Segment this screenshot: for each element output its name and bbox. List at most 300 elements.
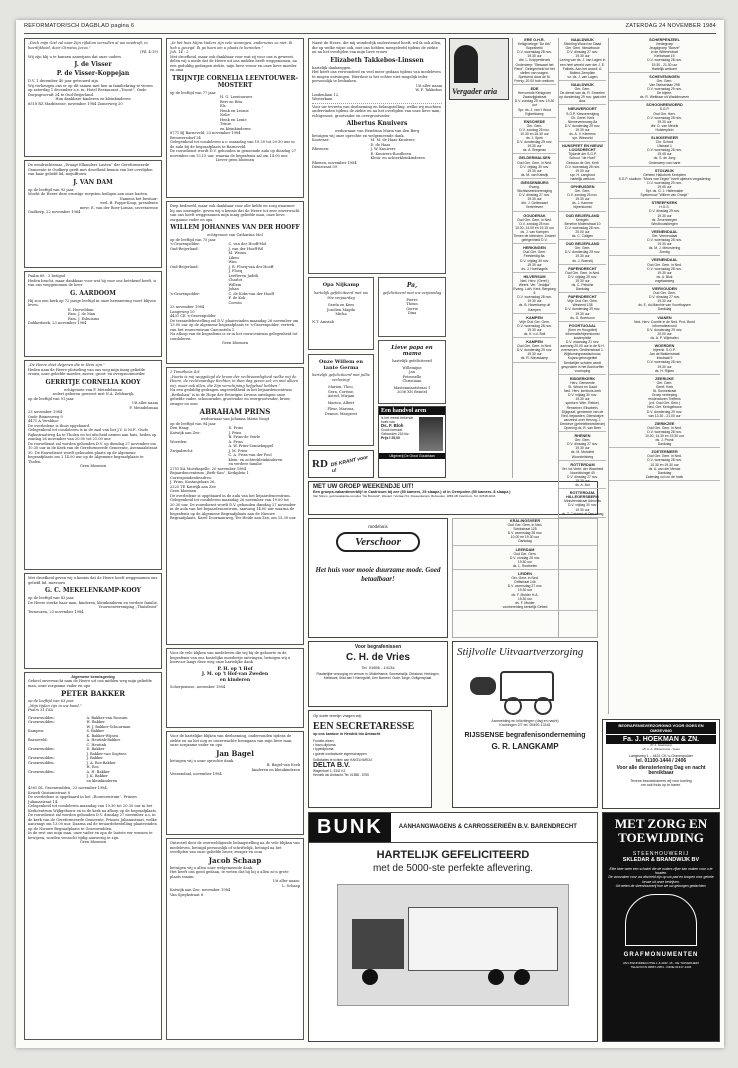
family-place: Kootensr:: [312, 138, 330, 142]
congrats-pa: [378, 277, 446, 337]
ad-hoekman: [602, 719, 720, 809]
family-place: Groenwudden:: [28, 769, 55, 774]
service-details: (Kern en Hoogvliet) Informatie/bijeenkomst kosterpleite D.V. maandag 21 nov. aanvang 20.00 uur in de N.H. evenveven. Gedirenstraat 1. Wijkkoningsraadschouw, Kujara geheugetitel Denkelijke scholen wordt gesproken in het Bonhoeffer voorloping: [560, 327, 605, 373]
place: N.T. Amstab: [312, 319, 334, 324]
church-service-item: [559, 83, 606, 105]
ad-sub: op ons kantoor in Hendrik Ido Ambacht: [313, 732, 381, 736]
ad-shop: Uitgeverij De Groot Goudriaan: [379, 453, 445, 459]
funeral-details: Gelegenheid tot condoleren a.s. maandag van 19.30 tot 20.30 uur in de aula bij de begraafplaats te Barneveld. De rouwdienst wordt D.V. gehouden in genoemde aula op dinsdag 27 november om 13.15 uur, waarna de begrafenis zal om 14.00 uur.: [170, 140, 297, 158]
service-details: Oud Ger. Gem. in Ned. D.V. woensdag 28 nov. 10.30 en 19.30 uur ds. A. van der Merwe Dankdag Zaterdag vol ovr de hoek: [645, 454, 684, 479]
service-details: Oud Ger. Gem. in Ned. D.V. zondag 25 nov. 10.00, 14.00 en 19.15 uur ds. J. van Kampen Tienen de kleinsten. Zoweel gelegenheid D.V.: [513, 217, 556, 243]
family: E. Hoeveldam Fam. J. de Man Fam. J. Eshuismo: [68, 307, 100, 321]
quote: 2 Timotheüs 4:8 „Voorts is mij weggelegd de kroon der rechtvaardigheid welke mij de Heere, de rechtvaardige Rechter, in dien dag geven zal; en niet alleen mij, maar ook allen, die Zijn verschijning liefgehad hebben.”: [170, 370, 298, 388]
church-service-item: [559, 144, 606, 183]
spouse: echtgenoot van Catharina Mol: [207, 233, 263, 237]
deceased-name: WILLEM JOHANNES VAN DER HOOFF: [170, 224, 300, 231]
service-details: Ger. Gem. Geref. Kerk St. Sonnestraat Groep verbeping moderatoren Treffens (v.d. Oud Ger. Gem.) Ned. Ger. Kerkgebouw D.V. donderdag 29 nov. van 13.30 - 21.00 uur: [646, 380, 683, 418]
ad-modehuis-verschoor: [308, 518, 448, 638]
service-details: Ger. Gem. D.V. zondag 25 nov. 10.30 en 16.30 uur ds. J. Spek D.V. donderdag 29 nov. 19.30 uur ds. A. Bregman: [516, 123, 553, 153]
church-service-item: [513, 156, 556, 178]
deceased-name: Jacob Schaap: [208, 855, 262, 865]
ad-bunk: [308, 812, 598, 1042]
thanks-bagel: [166, 731, 304, 835]
service-place: SCHEVENINGEN: [649, 74, 680, 79]
church-service-item: [609, 422, 720, 449]
service-place: OUD BEIJERLAND: [565, 213, 600, 218]
family-place: Barneveld:: [28, 738, 48, 743]
service-details: S.G.P. Kiesvereniging Cfr. Geref. Kerk Niemeverenweg 8a D.V. donderdag 29 nov. 19.30 uur ds. A. V. Kiemens spr. Wiesveld: [564, 111, 601, 141]
service-place: ROTTERDAM-HILLEGERSBERG: [566, 491, 599, 500]
address: 23 november 1984 Oude Binnenweg 9 4471 A Yerskhoe: [28, 410, 63, 423]
family-row: [28, 779, 158, 784]
title: Lieve papa en mama: [391, 345, 433, 357]
spouse: echtgenote van F. Meindelsmaa sedert geboren geweest met N.A. Zeldenrijk: [52, 387, 134, 396]
no-flowers: Geen bloemen: [79, 464, 107, 468]
funeral-details: De teraardebestelling zal D.V. plaatsvinden maandag 26 november om 13.00 uur op de algemene begraafplaats te 's-Gravenpolder, vertrek van het rouwcentrum Caeonsteln 1. Na afloop van de begrafenis is er in het rouwcentrum gelegenheid tot condoleren.: [170, 318, 299, 341]
family-names: M. M. de Haas-Knuivers D. de Haas: [370, 138, 415, 147]
service-place: VEENENDAAL: [651, 229, 678, 234]
service-place: NAALDWIJK: [571, 38, 594, 42]
body-1: D.V. 1 december 40 jaar getrouwd zijn.: [28, 79, 100, 83]
service-place: NUNSPEET EN NIEUW LOOSDRECHT: [562, 144, 603, 153]
announcement-leentouwer: [166, 38, 304, 198]
ad-address: Van Stirum, gezinsvakantie-complex "De Bosrand", Westert / Verlaan 54, Dossenkamps. Behouden. 1884 AB Castricum. Tel. 02518-4044: [313, 493, 496, 498]
announcement-devisser: [24, 38, 162, 157]
family-names: J. van der Hooff-Bil M. Weens Liken Wim: [228, 246, 263, 264]
no-flowers: Geen bloemen: [79, 840, 107, 845]
truck-image: [337, 884, 569, 1006]
ad-handvol-aren: [378, 406, 446, 478]
ad-author: Ds. F. Bloh: [381, 423, 404, 428]
church-service-item: [609, 201, 720, 228]
no-flowers: Liever geen bloemen: [215, 158, 255, 162]
family-row: [170, 449, 300, 467]
service-details: Hervormde Kerkgroen Zwanzijgkstraat D.V. zondag 25 nov. 19.30 uur Spr. ds. J. van 't Wout Egbertkamp: [514, 91, 555, 116]
thanks-schaap: [166, 838, 304, 1040]
address: VAN ZWIJNDRECHTSE 1 & ADR. 16 - DE 'NIJVERHEID' TELEFOON 06867-2954 - INDIE 01317-1446: [622, 961, 700, 969]
church-service-item: [453, 548, 597, 570]
congrats-opa: [308, 277, 374, 350]
service-details: Oud Ger. Gem. D.V. dinsdag 27 nov. 19.30 uur ds. E. du Marchie van Voorthuysen Dankdag: [638, 291, 691, 312]
family-place: Groenwudden:: [28, 756, 55, 761]
age: op de leeftijd van 91 jaar.: [28, 396, 75, 401]
signatures: B. Bagel-van Eeek kinderen en kleinkinderen: [251, 763, 300, 772]
family-names: D. Bakker: [86, 747, 105, 752]
funeral-details: De overledene is thuis opgebaard. Gelegenheid tot condoleren is in de zaal van het J.V. & M.F., Oude Rijksstraatweg 4a te Tholen en tot afscheid nemen aan huis, heden op zondag 26 november van 20.00 tot 21.00 uur. De rouwdienst zal worden gehouden D.V. op dinsdag 27 november om 10.30 uur in de Kerk van de Gereformeerde Gemeente, Avennaalstraat 30. De Rouwdienst wordt gehouden plaats op de algemene begraafplaats om 2 14.00 uur op de Algemene begraafplaats te Tholen.: [28, 423, 158, 464]
signatures-1: Marion, Theo, Gera, Corrine, Astrid, Mirjam: [327, 385, 355, 398]
rd-slogan: DE KRANT voor u!: [330, 454, 369, 475]
phone: tel. 01100-1444 / 2406: [635, 757, 687, 764]
family-names: A. Prins A. W. Prins-Sonnekuppel: [228, 439, 274, 448]
service-place: VIANEN: [657, 315, 672, 320]
signatures: Pierre Theun Gerrie Dina: [406, 297, 418, 315]
ad-devries: [308, 641, 448, 707]
family-list: [28, 716, 158, 784]
service-place: EDE: [530, 87, 539, 92]
church-service-item: [513, 120, 556, 155]
body-2: Hij zou een kerk op 72 jarige leeftijd in onze herinnering voort blijven leven.: [28, 298, 156, 307]
service-place: WOERDEN: [654, 344, 675, 349]
service-place: HERKINGEN: [523, 246, 546, 251]
service-details: Vredegroep Jeugdgroep "Boeze" in de Witterenboel Kerkstraat 19 D.V. woensdag 28 nov. 19.30 - 21.30 uur Hartelijk welkom!: [647, 42, 682, 71]
family-names: A. Bakker-van Rossum: [86, 715, 128, 720]
section-head: Algemene kennisgeving: [71, 675, 115, 679]
family-place: Oud-Beijerland:: [170, 264, 199, 269]
body-2: hartelijk dankzeggen. Het heeft ons verwonderd en veel meer gedaan tijdens van medeleven te mogen ontvangen. Hierdoor is het echter niet mogelijk ieder persoonlijk te bedanken.: [312, 65, 441, 83]
slogan-2: Tevens bezoekkamers wij voor koeling om ook thuis op te baren.: [630, 778, 692, 788]
announcement-vandam: [24, 160, 162, 268]
family-names: J. M. Prins C. A. Prins-van der Pool klein- en achterkleinkinderen en verdere familie: [228, 448, 283, 466]
ad-head: Op korte termijn vragen wij:: [313, 713, 362, 718]
church-service-item: [559, 242, 606, 264]
deceased-name: J. VAN DAM: [73, 178, 113, 186]
ad-footer: Sollicitaties te richten aan HAKELHARDIJ: [313, 757, 372, 762]
service-details: Ministrentstraat Adrichtis D.V. vrijdag 30 nov. 19.30 uur ds. T. Cabaret uit Den Haag: [561, 499, 604, 516]
deceased-name: ABRAHAM PRINS: [199, 407, 271, 416]
family-names: C. Heutink: [86, 742, 107, 747]
firm-name: C. H. de Vries: [346, 652, 410, 663]
family-names: J. K. Bakker: [86, 774, 108, 779]
phone: Tel. 01656 - 14134: [361, 665, 395, 670]
spouse: weduwnaar van Johanna Maria Voogt: [200, 417, 270, 421]
deceased-name: Elizabeth Takkebos-Linssen: [330, 56, 424, 64]
body: hartelijk gefeliciteerd: [392, 359, 432, 363]
body-2: betuigen wij u onze oprechte dank.: [170, 758, 235, 763]
church-service-item: [609, 287, 720, 314]
family: H. G. Leentouwer Bert en Rita Els Henk en Leonie Nelie Henk en Lenie Trinie en kleinkinderen: [220, 95, 253, 131]
service-place: PAPENDRECHT: [568, 266, 597, 271]
quote: „In het huis Mijns Vaders zijn vele woningen, anderszins zo niet. Ik heb u gezegd: Ik ga heen om u plaats te bereiden.” Joh. 14 : 2: [170, 41, 293, 54]
family-names: A. H. Bakker: [86, 769, 110, 774]
title: Onze Willem en tante Germa: [318, 359, 363, 371]
address: Wagenboel 1, 3341 KZ Hendrik Ido Ambacht. Tel. 01858 - 6755: [313, 768, 369, 777]
church-service-item: [559, 295, 606, 322]
service-details: Vrije Oud Ger. Gem. Westend 138 D.V. donderdag 29 nov. 19.30 uur ds. G. Boerkoon: [564, 299, 601, 320]
church-services-col5-cont: [452, 518, 598, 638]
ad-vergaderaria: [449, 38, 509, 100]
title: Pa,: [406, 282, 418, 289]
signature: Hun dankbare kinderen en kleinkinderen: [55, 97, 131, 101]
church-service-item: [609, 38, 720, 73]
ad-title: EEN SECRETARESSE: [313, 721, 415, 732]
brand: Vergader aria: [452, 87, 498, 96]
service-details: Evang. Stichtsewerkvereniging D.V. dinsdag 27 nov. 19.30 uur dhr. J. Gellewaart Verterleven: [517, 185, 552, 210]
family-place: Zwijndrecht:: [170, 448, 194, 453]
service-details: bijeenk. S.G.P. Jan de Bakkerstraat Irisstraat 9 D.V. woensdag 28 nov. 19.30 uur ds. H. Rijken: [647, 348, 682, 373]
church-service-item: [453, 519, 597, 546]
ad-text: Een groeps-vakantieverblijf in Castricum bij zee (50 kamers, 25 slaapz.) of in Oerepolen (50 kamers. 8 slaapz.): [313, 490, 511, 494]
thanks-takkebos-knuivers: [308, 38, 446, 274]
church-service-item: [609, 316, 720, 343]
family-place: Den Haag:: [170, 426, 190, 430]
address: 4361 DL Groenwudden, 23 november 1984. Keizeli Onstantstraat 8: [28, 786, 108, 795]
service-details: Vrije Oud Ger. Gem. D.V. woensdag 28 nov. 19.30 uur ds. K. v.d. Bolt: [517, 319, 552, 336]
service-details: S.G.P. Oud Ger. Herv. D.V. woensdag 28 nov. 19.30 uur dhr. D. van Meurik Huisterplein: [647, 107, 682, 132]
family-names: en kleinkinderen: [86, 778, 118, 783]
quote: „De Heere doet degenen die in Hem zijn.”: [28, 363, 105, 367]
address-2: Rhenen, november 1984 Dienstraat 59: [312, 160, 357, 169]
family-place: 's-Gravenpolder:: [170, 291, 201, 296]
service-details: Oud Ger. Gem. in Ned. Schikstraat 125 D.V. woensdag 28 nov. 10.00 en 19.30 uur Dankdag: [507, 523, 543, 544]
church-service-item: [559, 324, 606, 375]
service-place: ZIERIKZEE: [654, 421, 675, 426]
service-details: Ger. Gem. in Ned. Driftstraat 14b D.V. woensdag 27 nov. 19.30 uur ds. F. Mulder H.A. 15.30 uur ds. F. Mulder voorbereiding kerkelijk Gebed: [502, 576, 548, 609]
ad-head: modehuis: [368, 525, 388, 530]
announcement-kooy: [24, 360, 162, 570]
family-names: J. Bakker-van Sogtens: [86, 751, 127, 756]
name-1: J. de Visser: [74, 61, 112, 68]
church-service-item: [559, 491, 606, 518]
quote: „Doch mijn God zal naar Zijn rijkdom vervullen al uw noodruft, in heerlijkheid, door Christus Jezus.”: [28, 41, 148, 50]
requirements: Functie-eisen: • havo-diploma • typediploma • goede contactuele eigenschappen: [313, 739, 367, 756]
body: hartelijk gefeliciteerd met uw 90e verjaardag: [313, 291, 369, 300]
service-place: ERE O.H.R.: [524, 38, 545, 42]
ad-secretaresse: [308, 710, 432, 808]
service-details: Oud Ger. Gem. Feesterdig 8a. D.V. vrijdag 30 nov. 19.30 uur ds. J. Hoefnagels: [519, 250, 550, 271]
newspaper-page: [16, 20, 724, 1048]
family-list: [170, 426, 300, 467]
church-service-item: [559, 38, 606, 81]
church-service-item: [609, 136, 720, 167]
service-place: SLIKKERVEER: [651, 135, 678, 140]
body-1: Naast de Heere, die mij wonderlijk ondersteund heeft, wil ik ook allen, die op welke wijze ook, met ons hebben meegeleefd tijdens de ziekte en na het overlijden van mijn lieve vrouw: [312, 41, 442, 54]
service-details: Stichting Woord en Daad Ger. Gem. Nieuwbouw D.V. dinsdag 27 nov. 19.30 uur Lezing van ds. J. van Lagen in een heel wereld over der J. E. Faibels. Aan het woord: A. Balleur-Zemplien vz: ds. J. van Lagen: [559, 42, 606, 79]
service-place: RIDDERKERK: [569, 376, 596, 381]
body-1: Met droefheid geven wij u kennis dat de Heere heeft weggenomen ons geliefd lid, mevrouw: [28, 576, 158, 585]
thanks-ophof: [166, 648, 304, 728]
firm-sub: SKLEDAR & BRANDWIJK BV: [622, 857, 700, 863]
book-cover-image: [419, 417, 443, 451]
service-details: Ger. Gem. Van Taelserlaan 298 D.V. woensdag 29 nov. De bijeen. ds. R. Welthaar uit Waddinxveen: [639, 78, 690, 100]
deceased-name: TRIJNTJE CORNELIA LEENTOUWER-MOSTERT: [172, 74, 298, 89]
church-service-item: [513, 87, 556, 118]
family-list: [170, 242, 300, 305]
service-place: VIERVOUDEN: [651, 286, 678, 291]
body-1: Psalm 68 : 2 betigsd Heden bracht, maar dankbaar voor wat hij voor ons betekend heeft, is van ons weggenomen de heer: [28, 274, 157, 287]
ad-title: HARTELIJK GEFELICITEERD: [376, 849, 530, 861]
address: Langeweg 1 – 4431 CK 's-Gravenpolder: [628, 753, 694, 758]
family-names: J. Prins B. Prins-de Veirle: [228, 430, 261, 439]
service-place: ZOETERMEER: [651, 450, 678, 455]
header-right: ZATERDAG 24 NOVEMBER 1984: [625, 23, 716, 29]
body-2: op de leeftijd van 63 jaar. „Mijn tijden zijn in uw hand.” Psalm 31:16A: [28, 699, 82, 713]
church-service-item: [513, 181, 556, 212]
family-names: S. Bakker: [86, 729, 105, 734]
place-date: Scherpenisse, november 1984: [170, 685, 226, 689]
ad-price: Prijs f 25,00: [381, 436, 400, 440]
service-details: Kerkgeb. Benefon Molenstraat 10 D.V. woensdag 28 nov. 20.00 uur ds. C. Caligen: [564, 217, 601, 239]
family-names: K. Bakker-Wijnen: [86, 733, 119, 738]
body-2: betuigen wij u allen onze welgemeende dank. Het heeft ons goed gedaan, te weten dat hij bij u allen zo'n grote plaats innam.: [170, 865, 289, 879]
firm-sub: (P. J. Hoekman) v/h A. A. Wintermans - Goes: [642, 743, 680, 751]
signatures-3: Fleur, Marissa, Dennis, Margreet: [324, 407, 358, 416]
age: op de leeftijd van 75 jaar.: [170, 237, 217, 242]
church-service-item: [559, 377, 606, 432]
congrats-willem: [308, 354, 374, 446]
church-service-item: [513, 38, 556, 85]
body-4: betuigen wij onze oprechte en welgemeende dank.: [312, 133, 405, 138]
service-place: LEERDAM: [515, 547, 535, 552]
service-details: Oud Ger. Gem. in Ned. D.V. woensdag 28 nov. 19.30 uur ds. A. Blok vogelaarweg: [647, 262, 682, 283]
rd-logo: RD: [312, 458, 328, 470]
contact-info: Aanmelding en inlichtingen (dag en nacht) Kruiningen 2/7 tel. 05490-13181: [491, 719, 559, 728]
service-place: SCHERPENZEEL: [649, 38, 680, 42]
body-3: Voor uw tevreën van deelneming en belangstelling, welke wij mochten ondervinden tijdens de ziekte en na het overlijden van onze lieve man, echtgenoot, grootvader en overgrootvader: [312, 104, 441, 118]
grave-monument-image: [625, 894, 697, 946]
family-place: 's-Gravenpolder:: [170, 242, 201, 246]
vergaderaria-logo-image: [454, 45, 478, 83]
family-names: J. R. Floeq-van der Hooff J. Floeq Leefteren Judith Charlot Willem Johan: [228, 264, 274, 291]
church-service-item: [513, 214, 556, 245]
address: Mastenmaatstraat 1 2036 XN Beintel: [393, 385, 431, 394]
service-details: Tijdorde der S.G.P. School. "de Hoef" Gebouw de Oer. Kerk D.V. woensdag 28 nov. 19.30 uur spr. H. Langhout hartelijk welkom: [565, 152, 600, 181]
ad-title: MET ZORG EN TOEWIJDING: [614, 816, 708, 845]
church-services-col5: [512, 38, 556, 478]
hearse-carriage-image: [470, 665, 580, 713]
brand-logo: Verschoor: [336, 532, 420, 552]
body-1: De eendrachtsraas „Draagt Elkanders Lasten” der Gereformeerde Gemeente te Oudkerp geeft met droefheid kennis van het overlijden van haar geliefd lid, mejuffrouw: [28, 163, 153, 176]
family-names: C. de Koks-van der Hooff F. de Kok Corwin: [228, 291, 274, 305]
age: op de leeftijd van 94 jaar.: [170, 421, 217, 426]
place-date: Katwijk aan Zee, november 1984 Van Speykstraat 6: [170, 888, 231, 897]
church-service-item: [559, 185, 606, 212]
body-2: Wij verheugen ons er op dit samen met hen in familiekring te vieren op zaterdag 1 december a.s. in: Hotel Restaurant „Troost”, Oude Dorpsgrocraft 24 te Oud-Beijerland.: [28, 83, 153, 97]
family-row: [170, 440, 300, 449]
firm-name: STEENHOUWERIJ: [632, 851, 690, 857]
service-details: Ger. Gem. D.V. dinsdag 27 nov. 19.30 uur ds. M. Mondeel Woorzielsberg: [567, 438, 598, 459]
header-left: REFORMATORISCH DAGBLAD pagina 6: [24, 23, 135, 29]
owner-name: G. R. LANGKAMP: [491, 741, 559, 751]
service-details: Oud Ger. Gem. in Ned. D.V. vrijdag 29 nov. 19.30 uur ds. C. Pelsche Dankdag: [565, 270, 600, 292]
service-place: POORTUGAAL: [569, 323, 596, 328]
place-date: Dokkerbeek, 23 november 1984: [28, 321, 87, 325]
place-date: Oudkerp, 22 november 1984: [28, 210, 81, 214]
age: op de leeftijd van 77 jaar.: [170, 90, 217, 95]
family-place: Oud-Beijerland:: [170, 246, 199, 251]
family-names: W. J. Bakker-Schuurman: [86, 724, 131, 729]
service-place: GIESSENBURG: [520, 180, 549, 185]
deceased-name: PETER BAKKER: [60, 689, 126, 699]
church-service-item: [559, 463, 606, 490]
family-names: H. Ros: [86, 765, 99, 770]
service-details: Ger. Veenendaal D.V. woensdag 28 nov. 19.30 uur ds. M. J. Meurslering Zondig: [647, 233, 682, 255]
spouse: weduwnaar van Hendrina Maria van den Berg: [334, 129, 420, 133]
family-list: [312, 138, 442, 161]
service-place: ZEERIJKE: [655, 376, 674, 381]
church-service-item: [609, 230, 720, 257]
service-details: Ger. Gem. D.V. donderdag 29 nov. 19.30 uur ds. J. Boerstij: [564, 246, 601, 263]
family-names: C. van der Hooff-Mol: [228, 242, 267, 246]
congrats-papa: [378, 340, 446, 404]
service-place: KAMPEN: [526, 315, 543, 320]
announcement-vanderhooff: [166, 201, 304, 364]
body-2: op de leeftijd van 92 jaar. Moeht de Heere deze ernstige roepsten heiligen aan onze harten.: [28, 187, 149, 196]
service-place: PAPENDRECHT: [568, 295, 597, 300]
ad-weekend: [308, 481, 598, 515]
service-place: KAMPEN: [526, 340, 543, 345]
deceased-name: G. AARDOOM: [70, 289, 116, 297]
ad-title: MET UW GROEP WEEKENDJE UIT!: [313, 484, 414, 490]
no-flowers: Geen bloemen: [221, 341, 249, 345]
service-details: Chr. School IJlstraat 1 D.V. woensdag 28 nov. 19.45 uur ds. S. de Jong Onderwerp van harte: [647, 140, 682, 165]
service-place: RHENEN: [574, 434, 591, 439]
funeral-details: De overledene is opgebaard in het „Rouwcentrum”, Prinses Julianastraat 14. Gelegenheid tot condoleren maandag van 19.30 tot 20.30 uur in het Kerkcentrum Wijkgebouw en in de kerk na afloop op de begraafplaats. De rouwdienst zal worden gehouden D.V. dinsdag 27 november a.s. in de kerk van de Gereformeerde Gemeente, Prinses Julianastraat, welke aanvangt om 13.00 uur. Daarna zal de teraardebestelling plaatsvinden op de Nieuwe Begraafplaats te Groenwudden. In de rest ons mijn man, onze vader en opa de laatste eer wensen te bewijzen, worden verzocht tijdig aanwezig te zijn.: [28, 795, 158, 840]
name-2: P. de Visser-Koppejan: [56, 70, 130, 77]
service-details: Geheen Hakoborb Kerkplein S.G.P. studium: "Moes van Zegen" heeft ujteisen vergadering D.V. woensdag 29 nov. 19.45 uur Spr. ds. G. J. Hellemaker Spekernuw "Willem van Oranje": [618, 172, 711, 198]
church-service-item: [609, 75, 720, 102]
quote-ref: (Fil. 4:19): [140, 50, 158, 54]
signature: Vrouwenvereniging „Thuisfront”: [98, 605, 158, 609]
body-1: Heden nam de Heere plotseling van ons weg mijn innig geliefde vrouw, onze geliefde moeder, zuster, groot- en overgrootmoeder: [28, 367, 146, 376]
funeral-details: Geen bloemen De overledene is opgebaard in de aula van het bejaardencentrum. Gelegenheid tot condoleren maandag 26 november van 19.00 tot 20.30 uur. De rouwdienst wordt D.V. gehouden dinsdag 27 november in de aula van het bejaardencentrum, aanvang 14.00 uur waarna de begrafenis op de Algemene Begraafplaats aan de Nieuwe Begraafplaats, Karel Doormanweg, Ter Heide aan Zee, om 15.30 uur.: [170, 489, 297, 520]
bunk-logo: BUNK: [309, 813, 391, 842]
body-1: Geheel onverwacht nam de Heere uit ons midden weg mijn geliefde man, onze zorgzame vader en opa: [28, 679, 152, 688]
service-place: OPHEUSDEN: [570, 185, 595, 189]
place-date: Veenendaal, november 1984: [170, 772, 222, 776]
service-place: ROTTERDAM: [570, 462, 595, 467]
service-details: Oud Ger. Gem. in Ned. D.V. woensdag 28 nov. 10.00, 14.30 en 19.30 uur ds. J. Pronk Dankdag: [645, 425, 684, 447]
church-service-item: [609, 169, 720, 200]
family-place: Rheenen:: [312, 147, 330, 151]
church-service-item: [513, 275, 556, 314]
family-place: [28, 779, 87, 784]
title: Opa Nijkamp: [322, 282, 360, 288]
ad-title: Een handvol aren: [379, 407, 445, 415]
service-details: Kelkgroeiege "De Ark" Boprabelst D.V. woensdag 28 nov. 19.30 uur dhr. L. Knippenbroek Onderwerp: "Bewaart het Pand". Gelegenheid tot het stellen van vragen. Sprekend doos de M. Frersy, 20.00 toch welkom.: [514, 42, 555, 83]
signature: Uit aller naam W. F. Takkebos: [415, 83, 442, 92]
signatures: Namens het bestuur: wed. B. Poppe-Koop, presidente mevr. E. van der Boer-Lomas, secretaresse: [79, 196, 158, 210]
body-1: Met droefheid, maar ook dankbaar voor wat zij voor ons is geweest, delen wij u mede dat de Heere uit ons midden heeft weggenomen, na een geduldig gedragen ziekte, mijn lieve vrouw en onze lieve moeder en oma: [170, 54, 297, 72]
family-names: D. Prins: [228, 426, 243, 430]
church-service-item: [453, 572, 597, 611]
family-names: A. Heutink-Bakker: [86, 738, 121, 743]
firm-name: Fa. J. HOEKMAN & ZN.: [606, 735, 716, 744]
announcement-aardoom: [24, 271, 162, 357]
announcement-bakker: [24, 672, 162, 1040]
ad-text: met de 5000-ste perfekte aflevering.: [372, 863, 534, 874]
church-service-item: [609, 258, 720, 285]
body-1: Voor de vele blijken van medeleven die wij bij de geboorte in de begrafenis van ons kostelijke moedertje ontvingen, betuigen wij u hiervoor langs deze weg onze hartelijke dank.: [170, 651, 291, 664]
family-row: [312, 138, 442, 147]
firm-name: DELTA B.V.: [313, 761, 350, 769]
family-place: Groenwudden:: [28, 760, 55, 765]
body-2: op de leeftijd van 83 jaar. De Heere sterke haar man, kinderen, kleinkinderen en verdere familie.: [28, 596, 158, 605]
address: 2751 EA Moerkapelle, 20 november 1984 Bejaardencentrum „Beth-San”, Kerkplein 1 Correspondentieadres: J. Prins, Kastanjelaan 26, 2225 TE Katwijk aan Zee: [170, 466, 249, 489]
church-services-col7: [608, 38, 720, 714]
service-place: LEIDEN: [518, 572, 532, 577]
service-details: Oud Ger. Gem. in Ned. D.V. vrijdag 30 nov. 19.30 uur ds. M. van Katwijk: [517, 160, 552, 177]
announcement-mekelenkamp: [24, 573, 162, 669]
family-names: J. A. Ros-Bakker: [86, 760, 116, 765]
announcement-prins: [166, 367, 304, 645]
family-place: Groenwudden:: [28, 720, 55, 725]
service-place: HILVERSUM: [523, 274, 546, 279]
service-place: NIEUWEROORT: [568, 107, 597, 112]
body-1: Na een geduldig gedragen ongesteldheid in het bejaardencentrum „Bethshan” is in de Hope des Eeuwigen Levens ontslapen onze geliefde vader, schoonvader, grootvader en overgrootvader, broer, zwager en oom: [170, 388, 292, 406]
family-row: [170, 292, 300, 306]
service-place: STREEFKERK: [651, 201, 678, 206]
family-names: J. W. Knuivers E. Knuivers-Roodbeen Klein- en achterkleinkinderen: [370, 147, 425, 160]
body: hartelijk gefeliciteerd met jullie verloving!: [312, 373, 370, 382]
service-details: Oud Ger. Gem. D.V. zondag 25 nov. 19.30 uur ds. L. Rootkelen: [509, 551, 541, 568]
ad-text: is het meest bekende boek van: [381, 416, 414, 424]
family-place: Katwijk aan Zee:: [170, 430, 201, 435]
bottom-title: GRAFMONUMENTEN: [623, 952, 699, 959]
family-place: Woerden:: [170, 439, 188, 444]
family-names: H. Bakker: [86, 720, 105, 725]
service-details: Herv. Gemeente St. Woord en Daad Ned. Herv. kerkhuis-kerk D.V. vrijdag 30 nov. 19.30 uur spreken: Wim. Rekkel, Renselver, Elisabeth, Dijkgraaf, gemeente van de Ned. bejaarden, Dienstwijze vanzeind over Herzog. J. Denkeve (gehelelbetvedende) Opening ds. R. van Beer: [559, 380, 606, 430]
family-row: [170, 265, 300, 292]
